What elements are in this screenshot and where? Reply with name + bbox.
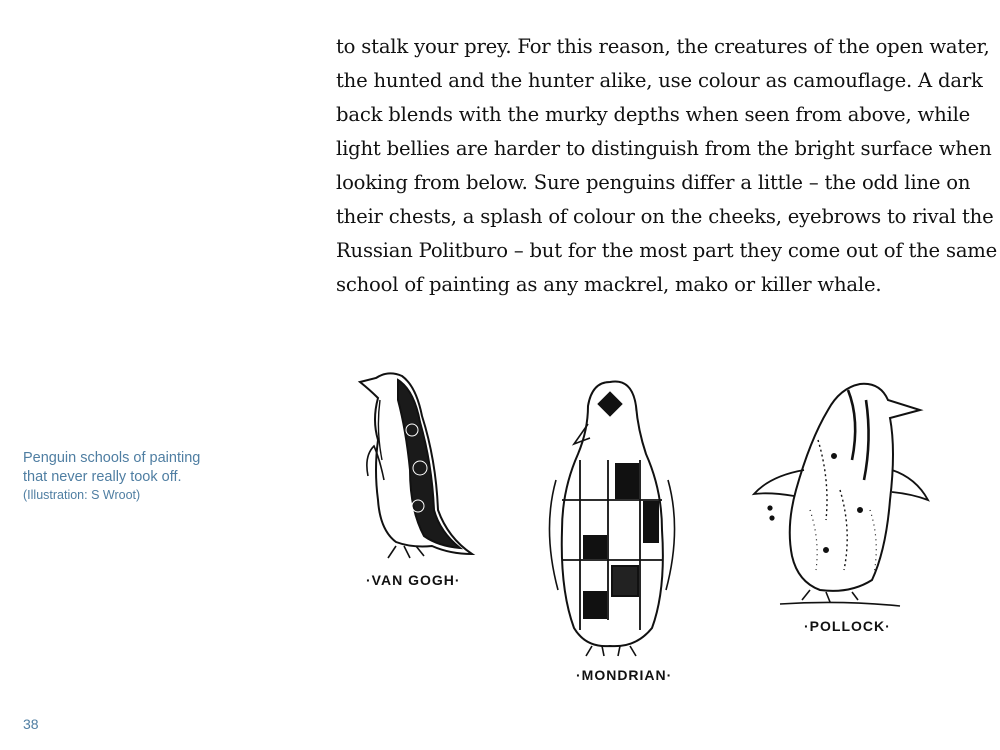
caption-credit: (Illustration: S Wroot) — [23, 488, 141, 502]
body-line: to stalk your prey. For this reason, the creatures of the open water, — [336, 35, 990, 58]
body-line: school of painting as any mackrel, mako or killer whale. — [336, 273, 882, 296]
body-line: back blends with the murky depths when seen from above, while — [336, 103, 971, 126]
mondrian-penguin-drawing — [549, 382, 674, 657]
body-paragraph — [336, 30, 998, 302]
body-line: light bellies are harder to distinguish from the bright surface when — [336, 137, 992, 160]
caption-line: that never really took off. — [23, 469, 182, 485]
body-line: the hunted and the hunter alike, use colour as camouflage. A dark — [336, 69, 983, 92]
van-gogh-label: ·VAN GOGH· — [366, 572, 461, 588]
van-gogh-penguin-drawing — [360, 373, 472, 558]
figure-caption — [23, 449, 283, 504]
page-number: 38 — [23, 716, 39, 732]
body-line: looking from below. Sure penguins differ a little – the odd line on — [336, 171, 971, 194]
pollock-penguin-drawing — [754, 384, 928, 606]
penguin-drawings — [340, 360, 940, 700]
caption-line: Penguin schools of painting — [23, 450, 201, 466]
body-line: Russian Politburo – but for the most part they come out of the same — [336, 239, 998, 262]
mondrian-label: ·MONDRIAN· — [576, 667, 673, 683]
body-line: their chests, a splash of colour on the cheeks, eyebrows to rival the — [336, 205, 994, 228]
penguin-illustration — [340, 360, 940, 700]
pollock-label: ·POLLOCK· — [804, 618, 891, 634]
